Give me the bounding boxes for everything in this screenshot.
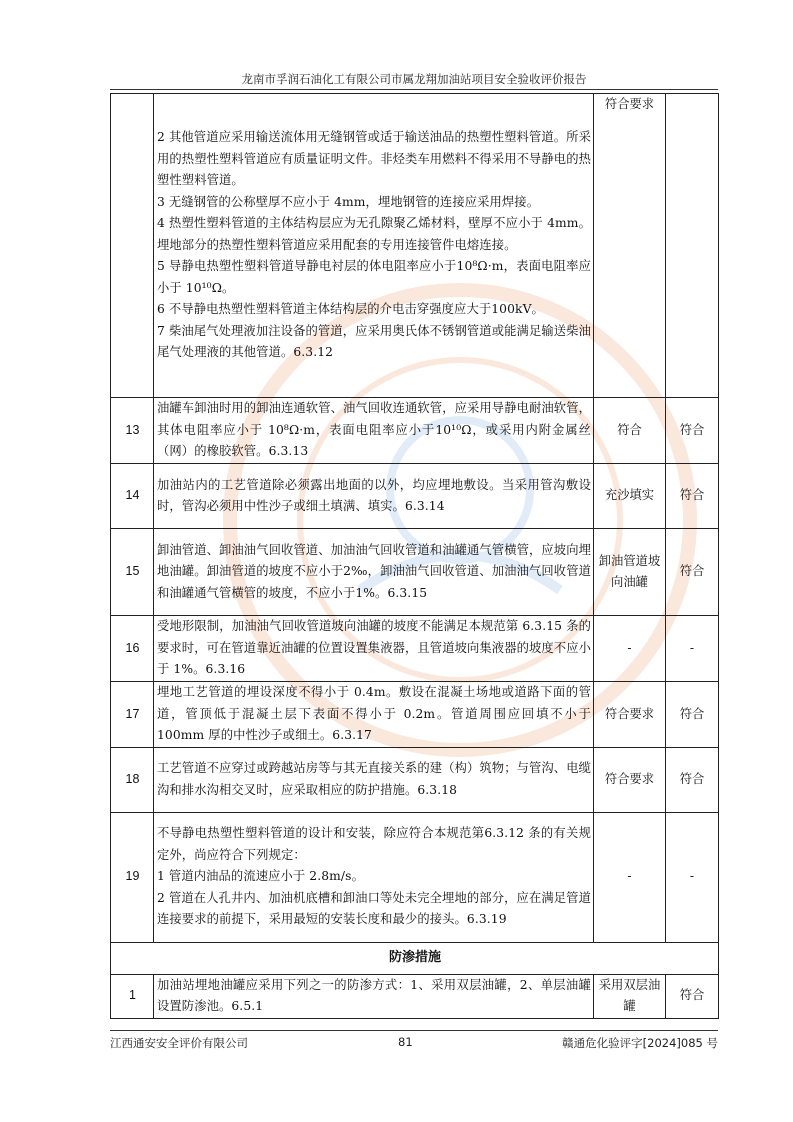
requirement-text (154, 529, 594, 616)
row-number: 18 (111, 747, 154, 812)
actual-condition: - (594, 616, 666, 682)
footer-divider (110, 1030, 718, 1031)
requirement-line: 1 管道内油品的流速应小于 2.8m/s。 (157, 869, 364, 884)
actual-condition: 符合要求 (594, 747, 666, 812)
requirement-line: 工艺管道不应穿过或跨越站房等与其无直接关系的建（构）筑物；与管沟、电缆沟和排水沟相交叉时，应采取相应的防护措施。6.3.18 (157, 761, 591, 797)
row-number: 17 (111, 682, 154, 748)
table-row (111, 974, 719, 1018)
actual-condition: 符合要求 (594, 94, 666, 398)
actual-condition: 卸油管道坡向油罐 (594, 529, 666, 616)
row-number: 15 (111, 529, 154, 616)
table-row (111, 812, 719, 942)
requirement-line: 不导静电热塑性塑料管道的设计和安装，除应符合本规范第6.3.12 条的有关规定外，尚应符合下列规定： (157, 826, 591, 862)
conclusion: - (666, 616, 719, 682)
requirement-text (154, 812, 594, 942)
requirement-text (154, 682, 594, 748)
requirement-line: 2 管道在人孔井内、加油机底槽和卸油口等处未完全埋地的部分，应在满足管道连接要求的前提下，采用最短的安装长度和最少的接头。6.3.19 (157, 890, 591, 927)
requirement-text (154, 616, 594, 682)
row-number (111, 94, 154, 398)
table-row (111, 616, 719, 682)
conclusion: 符合 (666, 974, 719, 1018)
requirement-text (154, 94, 594, 398)
row-number: 1 (111, 974, 154, 1018)
requirement-line: 6 不导静电热塑性塑料管道主体结构层的介电击穿强度应大于100kV。 (157, 302, 544, 317)
requirement-line: 埋地工艺管道的埋设深度不得小于 0.4m。敷设在混凝土场地或道路下面的管道，管顶低于混凝土层下表面不得小于 0.2m。管道周围应回填不小于 100mm 厚的中性沙子或细土。6.3.17 (157, 685, 591, 742)
conclusion: 符合 (666, 464, 719, 529)
header-divider (110, 89, 718, 90)
actual-condition: - (594, 812, 666, 942)
row-number: 19 (111, 812, 154, 942)
conclusion: 符合 (666, 747, 719, 812)
page-number: 81 (398, 1035, 413, 1049)
conclusion: 符合 (666, 529, 719, 616)
section-title: 防渗措施 (111, 942, 719, 974)
requirement-text (154, 747, 594, 812)
actual-condition: 充沙填实 (594, 464, 666, 529)
table-row (111, 529, 719, 616)
conclusion: 符合 (666, 682, 719, 748)
requirement-line: 3 无缝钢管的公称壁厚不应小于 4mm，埋地钢管的连接应采用焊接。 (157, 194, 540, 209)
conclusion: - (666, 812, 719, 942)
requirement-text (154, 398, 594, 464)
table-row (111, 464, 719, 529)
safety-checklist-table (110, 93, 719, 1019)
requirement-line: 卸油管道、卸油油气回收管道、加油油气回收管道和油罐通气管横管，应坡向埋地油罐。卸油管道的坡度不应小于2‰，卸油油气回收管道、加油油气回收管道和油罐通气管横管的坡度，不应小于1%。6.3.15 (157, 542, 591, 600)
requirement-text (154, 464, 594, 529)
conclusion: 符合 (666, 398, 719, 464)
requirement-line: 加油站内的工艺管道除必须露出地面的以外，均应埋地敷设。当采用管沟敷设时，管沟必须用中性沙子或细土填满、填实。6.3.14 (157, 477, 591, 513)
section-row (111, 942, 719, 974)
row-number: 13 (111, 398, 154, 464)
requirement-text (154, 974, 594, 1018)
row-number: 14 (111, 464, 154, 529)
document-number: 赣通危化验评字[2024]085 号 (562, 1036, 718, 1050)
page-header: 龙南市孚润石油化工有限公司市属龙翔加油站项目安全验收评价报告 (241, 72, 587, 86)
requirement-line: 5 导静电热塑性塑料管道导静电衬层的体电阻率应小于10⁸Ω·m，表面电阻率应小于 10¹⁰Ω。 (157, 259, 591, 295)
requirement-line: 受地形限制，加油油气回收管道坡向油罐的坡度不能满足本规范第 6.3.15 条的要求时，可在管道靠近油罐的位置设置集液器，且管道坡向集液器的坡度不应小于 1%。6.3.16 (157, 619, 591, 677)
actual-condition: 符合要求 (594, 682, 666, 748)
requirement-line: 油罐车卸油时用的卸油连通软管、油气回收连通软管，应采用导静电耐油软管，其体电阻率应小于 10⁸Ω·m，表面电阻率应小于10¹⁰Ω，或采用内附金属丝（网）的橡胶软管。6.3.13 (157, 401, 591, 459)
table-row (111, 398, 719, 464)
table-row (111, 747, 719, 812)
requirement-line: 4 热塑性塑料管道的主体结构层应为无孔隙聚乙烯材料，壁厚不应小于 4mm。埋地部分的热塑性塑料管道应采用配套的专用连接管件电熔连接。 (157, 216, 591, 252)
requirement-line: 7 柴油尾气处理液加注设备的管道，应采用奥氏体不锈钢管道或能满足输送柴油尾气处理液的其他管道。6.3.12 (157, 323, 591, 360)
table-row (111, 682, 719, 748)
table-row (111, 94, 719, 398)
actual-condition: 采用双层油罐 (594, 974, 666, 1018)
actual-condition: 符合 (594, 398, 666, 464)
requirement-line: 加油站埋地油罐应采用下列之一的防渗方式：1、采用双层油罐，2、单层油罐设置防渗池。6.5.1 (157, 977, 591, 1013)
requirement-line: 2 其他管道应采用输送流体用无缝钢管或适于输送油品的热塑性塑料管道。所采用的热塑性塑料管道应有质量证明文件。非烃类车用燃料不得采用不导静电的热塑性塑料管道。 (157, 130, 591, 188)
conclusion (666, 94, 719, 398)
row-number: 16 (111, 616, 154, 682)
footer-company: 江西通安安全评价有限公司 (110, 1036, 248, 1050)
